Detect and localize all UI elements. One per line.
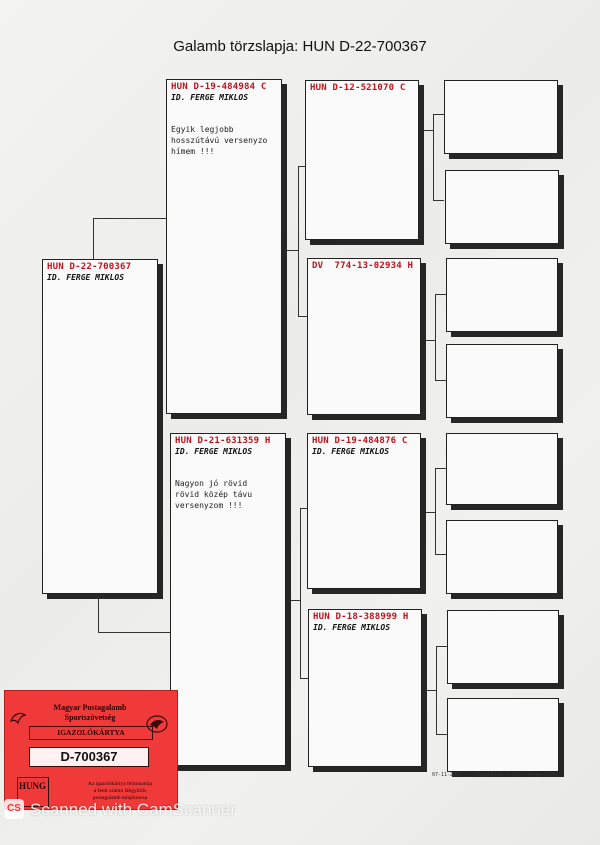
connector-line bbox=[435, 468, 436, 554]
sire-owner: ID. FERGE MIKLOS bbox=[171, 93, 249, 102]
scanner-watermark: Scanned with CamScanner bbox=[30, 800, 237, 819]
great-grandparent-card bbox=[446, 344, 558, 418]
connector-line bbox=[98, 632, 170, 633]
connector-line bbox=[433, 200, 444, 201]
connector-line bbox=[436, 646, 447, 647]
sire-ring-number: HUN D-19-484984 C bbox=[171, 82, 267, 92]
connector-line bbox=[423, 130, 433, 131]
great-grandparent-card bbox=[446, 258, 558, 332]
great-grandparent-card bbox=[447, 698, 559, 772]
dove-emblem-icon bbox=[9, 709, 27, 727]
dam-dam-ring-number: HUN D-18-388999 H bbox=[313, 612, 409, 622]
connector-line bbox=[436, 646, 437, 734]
card-footnote-line: postagalamb tulajdonosa bbox=[92, 795, 148, 801]
sire-sire-ring-number: HUN D-12-521070 C bbox=[310, 83, 406, 93]
dam-sire-ring-number: HUN D-19-484876 C bbox=[312, 436, 408, 446]
subject-ring-number: HUN D-22-700367 bbox=[47, 262, 132, 272]
connector-line bbox=[433, 114, 434, 200]
connector-line bbox=[298, 166, 299, 316]
dam-ring-number: HUN D-21-631359 H bbox=[175, 436, 271, 446]
connector-line bbox=[423, 512, 435, 513]
great-grandparent-card bbox=[444, 80, 558, 154]
connector-line bbox=[435, 554, 446, 555]
connector-line bbox=[436, 734, 447, 735]
federation-name-line: Magyar Postagalamb bbox=[53, 703, 127, 712]
connector-line bbox=[435, 380, 446, 381]
connector-line bbox=[424, 690, 436, 691]
dam-note-line: Nagyon jó rövid bbox=[175, 479, 248, 488]
federation-name bbox=[31, 703, 149, 723]
dam-owner: ID. FERGE MIKLOS bbox=[175, 447, 253, 456]
sire-note bbox=[167, 124, 267, 157]
connector-line bbox=[435, 468, 446, 469]
dam-note-line: versenyzom !!! bbox=[175, 501, 243, 510]
card-footnote-line: Az igazolókártya felmutatója bbox=[87, 781, 153, 787]
subject-owner: ID. FERGE MIKLOS bbox=[47, 273, 125, 282]
card-footnote-line: a fenti számú lábgyűrűs bbox=[93, 788, 147, 794]
sire-note-line: Egyik legjobb bbox=[171, 125, 234, 134]
great-grandparent-card bbox=[447, 610, 559, 684]
subject-card bbox=[42, 259, 158, 594]
card-footnote bbox=[65, 781, 175, 802]
connector-line bbox=[93, 218, 94, 260]
country-code: HUNG bbox=[19, 781, 46, 791]
sire-note-line: hosszútávú versenyzo bbox=[171, 136, 268, 145]
dam-dam-card bbox=[308, 609, 422, 767]
dam-sire-owner: ID. FERGE MIKLOS bbox=[312, 447, 390, 456]
card-type: IGAZOLÓKÁRTYA bbox=[29, 726, 153, 740]
connector-line bbox=[93, 218, 166, 219]
federation-name-line: Sportszövetség bbox=[64, 713, 116, 722]
dam-note bbox=[171, 478, 252, 511]
pigeon-id-card bbox=[4, 690, 178, 810]
connector-line bbox=[433, 114, 444, 115]
dam-dam-owner: ID. FERGE MIKLOS bbox=[313, 623, 391, 632]
connector-line bbox=[286, 250, 298, 251]
connector-line bbox=[98, 596, 99, 632]
great-grandparent-card bbox=[445, 170, 559, 244]
software-credit: Compuclub © 23j: Ferge Mikl bbox=[476, 772, 558, 778]
sire-sire-card bbox=[305, 80, 419, 240]
print-date: 07-11-2022 bbox=[432, 772, 463, 778]
dam-card bbox=[170, 433, 286, 766]
connector-line bbox=[423, 340, 435, 341]
sire-card bbox=[166, 79, 282, 414]
dam-note-line: rövid közép távu bbox=[175, 490, 253, 499]
great-grandparent-card bbox=[446, 520, 558, 594]
card-ring-number: D-700367 bbox=[29, 747, 149, 767]
connector-line bbox=[300, 508, 301, 678]
great-grandparent-card bbox=[446, 433, 558, 505]
connector-line bbox=[435, 294, 446, 295]
sire-note-line: hímem !!! bbox=[171, 147, 215, 156]
sire-dam-card bbox=[307, 258, 421, 415]
connector-line bbox=[290, 600, 300, 601]
sire-dam-ring-number: DV 774-13-02934 H bbox=[312, 261, 414, 271]
dam-sire-card bbox=[307, 433, 421, 589]
connector-line bbox=[435, 294, 436, 380]
page-title: Galamb törzslapja: HUN D-22-700367 bbox=[173, 38, 427, 55]
camscanner-icon: CS bbox=[4, 799, 24, 819]
